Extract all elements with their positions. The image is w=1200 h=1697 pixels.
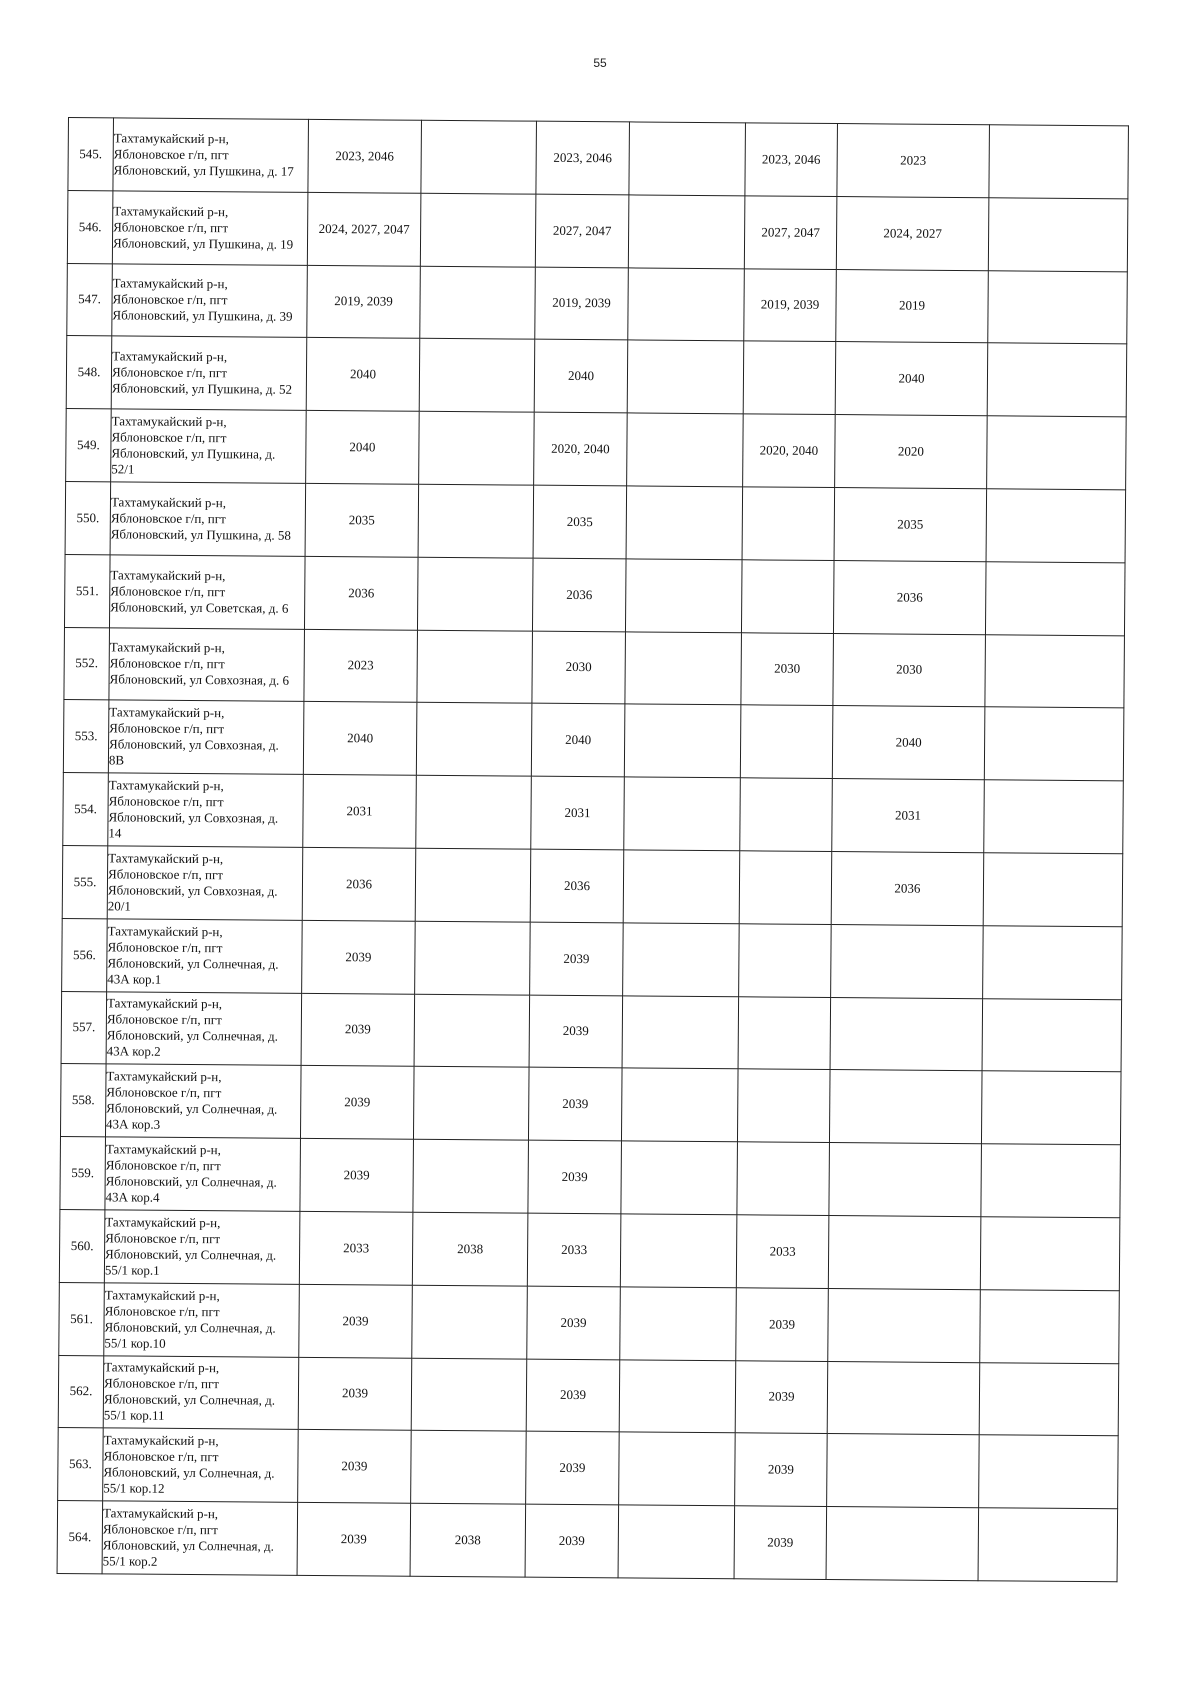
address-cell bbox=[107, 846, 303, 920]
year-cell-c5 bbox=[737, 1069, 830, 1143]
address-cell bbox=[103, 1428, 299, 1502]
year-cell-c3: 2036 bbox=[532, 558, 626, 632]
address-line: Яблоновское г/п, пгт bbox=[112, 291, 228, 308]
year-cell-c5 bbox=[740, 778, 833, 852]
address-line: Тахтамукайский р-н, bbox=[108, 777, 224, 794]
year-cell-c4 bbox=[623, 923, 740, 997]
table-row bbox=[61, 991, 1122, 1072]
year-cell-c2: 2038 bbox=[410, 1503, 526, 1577]
address-line: Яблоновский, ул Совхозная, д. bbox=[107, 882, 278, 899]
row-number: 552. bbox=[64, 627, 110, 700]
year-cell-c5: 2020, 2040 bbox=[743, 414, 836, 488]
year-cell-c3: 2036 bbox=[530, 849, 624, 923]
year-cell-c1: 2035 bbox=[305, 483, 419, 557]
address-line: 55/1 кор.2 bbox=[102, 1553, 158, 1569]
table-row bbox=[64, 627, 1125, 708]
year-cell-c1: 2024, 2027, 2047 bbox=[307, 192, 421, 266]
year-cell-c5: 2039 bbox=[734, 1506, 827, 1580]
year-cell-c4 bbox=[620, 1287, 737, 1361]
year-cell-c1: 2036 bbox=[302, 847, 416, 921]
table-row bbox=[59, 1282, 1120, 1363]
year-cell-c2 bbox=[420, 266, 536, 340]
address-line: Яблоновский, ул Советская, д. 6 bbox=[110, 599, 289, 616]
address-cell bbox=[109, 555, 305, 629]
address-line: Яблоновское г/п, пгт bbox=[108, 793, 224, 810]
row-number: 564. bbox=[57, 1501, 103, 1574]
address-line: Тахтамукайский р-н, bbox=[106, 1068, 222, 1085]
year-cell-c4 bbox=[625, 631, 742, 705]
year-cell-c1: 2033 bbox=[299, 1211, 413, 1285]
year-cell-c4 bbox=[627, 413, 744, 487]
table-row bbox=[66, 336, 1127, 417]
address-line: 14 bbox=[108, 825, 122, 841]
year-cell-c2 bbox=[419, 411, 535, 485]
address-line: Яблоновское г/п, пгт bbox=[102, 1521, 218, 1538]
address-cell bbox=[105, 1137, 301, 1211]
year-cell-c6: 2020 bbox=[835, 415, 988, 489]
year-cell-c6: 2023 bbox=[837, 124, 990, 198]
address-line: Яблоновский, ул Солнечная, д. bbox=[104, 1318, 276, 1336]
year-cell-c5: 2030 bbox=[741, 632, 834, 706]
address-line: 55/1 кор.11 bbox=[103, 1407, 165, 1424]
address-line: Яблоновское г/п, пгт bbox=[110, 510, 226, 527]
year-cell-c2 bbox=[417, 630, 533, 704]
address-line: Яблоновское г/п, пгт bbox=[105, 1157, 221, 1174]
year-cell-c1: 2039 bbox=[302, 920, 416, 994]
address-line: Яблоновский, ул Солнечная, д. bbox=[105, 1173, 277, 1190]
year-cell-c7 bbox=[987, 416, 1127, 490]
address-line: Яблоновский, ул Совхозная, д. bbox=[109, 736, 279, 753]
address-line: Яблоновский, ул Пушкина, д. 17 bbox=[113, 162, 294, 179]
year-cell-c7 bbox=[980, 1289, 1120, 1363]
year-cell-c5: 2039 bbox=[736, 1288, 829, 1362]
row-number: 555. bbox=[62, 845, 108, 918]
year-cell-c7 bbox=[980, 1217, 1120, 1291]
table-row bbox=[64, 554, 1125, 635]
address-cell bbox=[113, 118, 309, 192]
year-cell-c5: 2027, 2047 bbox=[744, 196, 837, 270]
year-cell-c6 bbox=[831, 924, 984, 998]
row-number: 554. bbox=[63, 773, 109, 846]
row-number: 558. bbox=[60, 1064, 106, 1137]
table-row bbox=[62, 918, 1123, 999]
table-row bbox=[62, 845, 1123, 926]
year-cell-c2 bbox=[416, 775, 532, 849]
year-cell-c4 bbox=[628, 267, 745, 341]
year-cell-c3: 2039 bbox=[528, 1068, 622, 1142]
table-row bbox=[68, 118, 1129, 199]
year-cell-c6 bbox=[827, 1434, 980, 1508]
address-line: Яблоновский, ул Пушкина, д. 39 bbox=[112, 307, 293, 325]
year-cell-c5 bbox=[737, 1142, 830, 1216]
address-line: Яблоновское г/п, пгт bbox=[105, 1230, 221, 1247]
table-row bbox=[58, 1428, 1119, 1509]
year-cell-c7 bbox=[984, 780, 1124, 854]
year-cell-c5 bbox=[742, 487, 835, 561]
year-cell-c5 bbox=[743, 341, 836, 415]
year-cell-c7 bbox=[982, 998, 1122, 1072]
year-cell-c4 bbox=[626, 486, 743, 560]
year-cell-c4 bbox=[621, 1068, 738, 1142]
year-cell-c7 bbox=[989, 125, 1129, 199]
year-cell-c7 bbox=[983, 853, 1123, 927]
year-cell-c1: 2039 bbox=[300, 1139, 414, 1213]
table-row bbox=[58, 1355, 1119, 1436]
address-line: Яблоновский, ул Совхозная, д. 6 bbox=[109, 671, 290, 689]
address-line: Яблоновское г/п, пгт bbox=[113, 146, 229, 163]
year-cell-c3: 2033 bbox=[527, 1213, 621, 1287]
row-number: 545. bbox=[68, 118, 114, 191]
year-cell-c6: 2031 bbox=[832, 779, 985, 853]
address-line: Яблоновский, ул Солнечная, д. bbox=[102, 1537, 274, 1554]
address-line: 8В bbox=[108, 752, 125, 768]
year-cell-c5 bbox=[741, 560, 834, 634]
year-cell-c3: 2039 bbox=[526, 1359, 620, 1433]
year-cell-c5: 2039 bbox=[735, 1433, 828, 1507]
year-cell-c1: 2040 bbox=[306, 411, 420, 485]
year-cell-c2 bbox=[415, 921, 531, 995]
year-cell-c2 bbox=[417, 557, 533, 631]
year-cell-c2: 2038 bbox=[412, 1212, 528, 1286]
address-line: Тахтамукайский р-н, bbox=[110, 494, 227, 511]
address-line: 20/1 bbox=[107, 898, 131, 914]
address-cell bbox=[109, 627, 305, 701]
year-cell-c1: 2040 bbox=[306, 338, 420, 412]
address-line: Тахтамукайский р-н, bbox=[111, 413, 227, 430]
year-cell-c6: 2036 bbox=[831, 851, 984, 925]
address-line: 43А кор.3 bbox=[106, 1116, 161, 1133]
table-body bbox=[57, 118, 1128, 1582]
year-cell-c3: 2023, 2046 bbox=[536, 121, 630, 195]
row-number: 547. bbox=[67, 263, 113, 336]
address-line: Тахтамукайский р-н, bbox=[105, 1141, 221, 1158]
year-cell-c7 bbox=[983, 925, 1123, 999]
register-table bbox=[57, 117, 1129, 1582]
year-cell-c6 bbox=[828, 1215, 981, 1289]
year-cell-c3: 2039 bbox=[528, 1140, 622, 1214]
address-line: Яблоновское г/п, пгт bbox=[106, 1084, 222, 1101]
year-cell-c3: 2039 bbox=[530, 922, 624, 996]
year-cell-c2 bbox=[416, 703, 532, 777]
address-cell bbox=[108, 700, 304, 774]
table-row bbox=[60, 1137, 1121, 1218]
year-cell-c5 bbox=[738, 996, 831, 1070]
row-number: 548. bbox=[66, 336, 112, 409]
year-cell-c7 bbox=[981, 1071, 1121, 1145]
address-line: 55/1 кор.12 bbox=[103, 1480, 165, 1497]
year-cell-c4 bbox=[628, 195, 745, 269]
year-cell-c2 bbox=[412, 1285, 528, 1359]
address-cell bbox=[107, 919, 303, 993]
table-row bbox=[65, 481, 1126, 562]
year-cell-c7 bbox=[987, 343, 1127, 417]
year-cell-c1: 2039 bbox=[301, 993, 415, 1067]
address-line: Яблоновский, ул Пушкина, д. 19 bbox=[112, 235, 294, 252]
table-row bbox=[60, 1064, 1121, 1145]
address-line: Яблоновский, ул Солнечная, д. bbox=[105, 1246, 277, 1263]
year-cell-c2 bbox=[421, 120, 537, 194]
year-cell-c2 bbox=[413, 1067, 529, 1141]
address-line: Яблоновское г/п, пгт bbox=[109, 655, 225, 672]
year-cell-c4 bbox=[624, 777, 741, 851]
address-line: Тахтамукайский р-н, bbox=[112, 348, 228, 365]
year-cell-c6 bbox=[826, 1507, 979, 1581]
year-cell-c1: 2031 bbox=[303, 775, 417, 849]
address-line: Тахтамукайский р-н, bbox=[102, 1505, 219, 1522]
address-line: Яблоновское г/п, пгт bbox=[104, 1302, 220, 1319]
year-cell-c6 bbox=[828, 1288, 981, 1362]
year-cell-c7 bbox=[985, 634, 1125, 708]
year-cell-c6 bbox=[827, 1361, 980, 1435]
address-line: Яблоновское г/п, пгт bbox=[109, 720, 225, 737]
table-row bbox=[63, 700, 1124, 781]
year-cell-c4 bbox=[627, 340, 744, 414]
year-cell-c6 bbox=[830, 997, 983, 1071]
address-line: Яблоновское г/п, пгт bbox=[107, 866, 224, 883]
address-line: Тахтамукайский р-н, bbox=[110, 567, 226, 583]
year-cell-c6 bbox=[829, 1143, 982, 1217]
address-line: Яблоновское г/п, пгт bbox=[107, 938, 223, 955]
address-cell bbox=[110, 482, 306, 556]
year-cell-c2 bbox=[411, 1358, 527, 1432]
address-cell bbox=[103, 1355, 299, 1429]
year-cell-c1: 2039 bbox=[298, 1357, 412, 1431]
address-line: Тахтамукайский р-н, bbox=[108, 850, 224, 867]
address-line: Тахтамукайский р-н, bbox=[112, 275, 228, 292]
address-line: Тахтамукайский р-н, bbox=[104, 1286, 220, 1303]
year-cell-c2 bbox=[411, 1431, 527, 1505]
year-cell-c7 bbox=[979, 1362, 1119, 1436]
year-cell-c6: 2019 bbox=[836, 269, 989, 343]
year-cell-c1: 2019, 2039 bbox=[307, 265, 421, 339]
address-line: 55/1 кор.10 bbox=[104, 1334, 166, 1351]
row-number: 560. bbox=[59, 1209, 105, 1282]
address-line: Тахтамукайский р-н, bbox=[109, 704, 225, 721]
year-cell-c1: 2039 bbox=[297, 1502, 411, 1576]
year-cell-c4 bbox=[618, 1505, 735, 1579]
table-row bbox=[57, 1501, 1118, 1582]
page-number: 55 bbox=[593, 56, 607, 70]
row-number: 549. bbox=[66, 409, 112, 482]
row-number: 559. bbox=[60, 1137, 106, 1210]
year-cell-c5 bbox=[739, 924, 832, 998]
year-cell-c3: 2039 bbox=[529, 995, 623, 1069]
year-cell-c2 bbox=[418, 484, 534, 558]
address-line: Яблоновское г/п, пгт bbox=[106, 1011, 222, 1028]
address-line: Яблоновский, ул Пушкина, д. 58 bbox=[110, 526, 291, 543]
year-cell-c6 bbox=[829, 1070, 982, 1144]
row-number: 562. bbox=[58, 1355, 104, 1428]
address-line: Яблоновский, ул Солнечная, д. bbox=[106, 1100, 278, 1117]
year-cell-c3: 2019, 2039 bbox=[535, 267, 629, 341]
address-line: 55/1 кор.1 bbox=[104, 1262, 160, 1278]
address-line: Яблоновское г/п, пгт bbox=[111, 429, 227, 446]
year-cell-c3: 2040 bbox=[531, 704, 625, 778]
year-cell-c6: 2024, 2027 bbox=[836, 196, 989, 270]
year-cell-c5: 2023, 2046 bbox=[745, 123, 838, 197]
table-row bbox=[66, 409, 1127, 490]
year-cell-c6: 2040 bbox=[832, 706, 985, 780]
row-number: 553. bbox=[63, 700, 109, 773]
year-cell-c1: 2039 bbox=[298, 1430, 412, 1504]
row-number: 557. bbox=[61, 991, 107, 1064]
year-cell-c7 bbox=[984, 707, 1124, 781]
year-cell-c2 bbox=[420, 193, 536, 267]
row-number: 551. bbox=[64, 554, 110, 627]
year-cell-c2 bbox=[419, 339, 535, 413]
address-cell bbox=[111, 336, 307, 410]
year-cell-c2 bbox=[415, 848, 531, 922]
address-line: Яблоновский, ул Солнечная, д. bbox=[103, 1464, 275, 1481]
year-cell-c7 bbox=[988, 270, 1128, 344]
year-cell-c3: 2039 bbox=[527, 1286, 621, 1360]
row-number: 546. bbox=[67, 190, 113, 263]
address-line: Яблоновское г/п, пгт bbox=[110, 583, 226, 599]
address-line: Яблоновское г/п, пгт bbox=[111, 364, 228, 381]
address-line: Тахтамукайский р-н, bbox=[103, 1432, 219, 1449]
address-line: Тахтамукайский р-н, bbox=[104, 1359, 220, 1376]
row-number: 563. bbox=[58, 1428, 104, 1501]
year-cell-c6: 2035 bbox=[834, 488, 987, 562]
year-cell-c4 bbox=[621, 1141, 738, 1215]
address-cell bbox=[105, 1064, 301, 1138]
year-cell-c3: 2039 bbox=[526, 1431, 620, 1505]
address-line: Яблоновское г/п, пгт bbox=[103, 1375, 220, 1392]
row-number: 561. bbox=[59, 1282, 105, 1355]
year-cell-c5 bbox=[739, 851, 832, 925]
address-line: Яблоновский, ул Пушкина, д. bbox=[111, 445, 276, 462]
address-line: 43А кор.2 bbox=[106, 1043, 161, 1060]
address-cell bbox=[104, 1210, 300, 1284]
year-cell-c4 bbox=[622, 995, 739, 1069]
year-cell-c1: 2036 bbox=[304, 556, 418, 630]
year-cell-c1: 2023 bbox=[304, 629, 418, 703]
year-cell-c5 bbox=[740, 705, 833, 779]
table-row bbox=[63, 773, 1124, 854]
address-cell bbox=[106, 991, 302, 1065]
year-cell-c3: 2039 bbox=[525, 1504, 619, 1578]
year-cell-c7 bbox=[988, 198, 1128, 272]
address-line: Яблоновский, ул Солнечная, д. bbox=[106, 1027, 278, 1045]
address-line: Яблоновский, ул Пушкина, д. 52 bbox=[111, 380, 293, 398]
year-cell-c4 bbox=[629, 122, 746, 196]
address-cell bbox=[112, 191, 308, 265]
year-cell-c7 bbox=[979, 1435, 1119, 1509]
address-line: Яблоновский, ул Совхозная, д. bbox=[108, 809, 279, 826]
year-cell-c3: 2031 bbox=[531, 776, 625, 850]
row-number: 556. bbox=[62, 918, 108, 991]
address-line: Тахтамукайский р-н, bbox=[107, 922, 223, 939]
year-cell-c7 bbox=[985, 562, 1125, 636]
address-line: 52/1 bbox=[111, 461, 135, 477]
address-cell bbox=[112, 263, 308, 337]
year-cell-c7 bbox=[986, 489, 1126, 563]
address-cell bbox=[102, 1501, 298, 1575]
address-line: Яблоновское г/п, пгт bbox=[103, 1448, 219, 1465]
year-cell-c5: 2033 bbox=[736, 1215, 829, 1289]
address-line: Тахтамукайский р-н, bbox=[113, 203, 229, 219]
year-cell-c6: 2030 bbox=[833, 633, 986, 707]
year-cell-c3: 2040 bbox=[534, 340, 628, 414]
address-line: Яблоновский, ул Солнечная, д. bbox=[107, 954, 279, 972]
year-cell-c1: 2023, 2046 bbox=[308, 119, 422, 193]
year-cell-c1: 2039 bbox=[299, 1284, 413, 1358]
year-cell-c7 bbox=[978, 1508, 1118, 1582]
year-cell-c7 bbox=[981, 1144, 1121, 1218]
table-row bbox=[67, 190, 1128, 271]
address-cell bbox=[111, 409, 307, 483]
year-cell-c3: 2035 bbox=[533, 485, 627, 559]
address-line: Яблоновское г/п, пгт bbox=[113, 219, 229, 235]
row-number: 550. bbox=[65, 481, 111, 554]
year-cell-c4 bbox=[619, 1432, 736, 1506]
table-row bbox=[67, 263, 1128, 344]
year-cell-c4 bbox=[625, 559, 742, 633]
year-cell-c1: 2040 bbox=[303, 702, 417, 776]
year-cell-c3: 2030 bbox=[532, 631, 626, 705]
year-cell-c6: 2040 bbox=[835, 342, 988, 416]
year-cell-c3: 2020, 2040 bbox=[534, 412, 628, 486]
year-cell-c3: 2027, 2047 bbox=[535, 194, 629, 268]
year-cell-c1: 2039 bbox=[300, 1066, 414, 1140]
address-line: 43А кор.1 bbox=[107, 970, 162, 987]
year-cell-c4 bbox=[620, 1214, 737, 1288]
year-cell-c2 bbox=[414, 994, 530, 1068]
table-row bbox=[59, 1209, 1120, 1290]
year-cell-c5: 2039 bbox=[735, 1360, 828, 1434]
address-cell bbox=[108, 773, 304, 847]
address-cell bbox=[104, 1283, 300, 1357]
year-cell-c4 bbox=[623, 850, 740, 924]
year-cell-c4 bbox=[619, 1359, 736, 1433]
address-line: 43А кор.4 bbox=[105, 1189, 160, 1205]
year-cell-c5: 2019, 2039 bbox=[744, 268, 837, 342]
address-line: Тахтамукайский р-н, bbox=[109, 639, 225, 656]
year-cell-c4 bbox=[624, 704, 741, 778]
address-line: Тахтамукайский р-н, bbox=[105, 1214, 221, 1231]
year-cell-c2 bbox=[413, 1139, 529, 1213]
address-line: Тахтамукайский р-н, bbox=[106, 995, 223, 1012]
address-line: Тахтамукайский р-н, bbox=[113, 130, 229, 147]
year-cell-c6: 2036 bbox=[833, 560, 986, 634]
address-line: Яблоновский, ул Солнечная, д. bbox=[103, 1391, 276, 1409]
